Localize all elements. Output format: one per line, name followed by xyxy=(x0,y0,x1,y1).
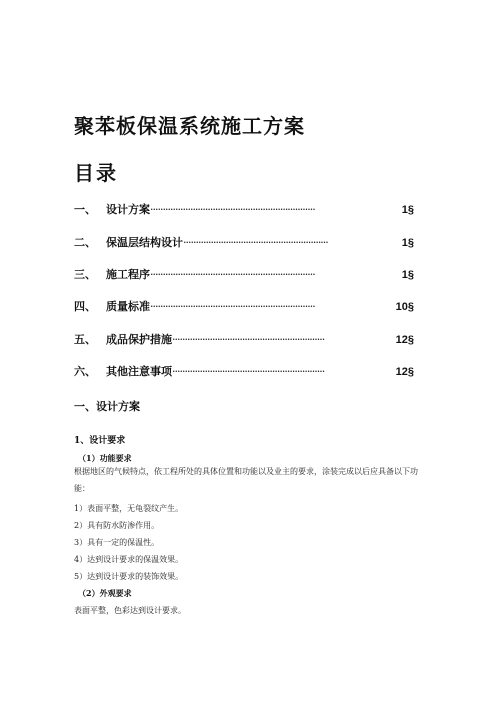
toc-leader-dots: ·························································· xyxy=(183,236,328,249)
toc-entry[interactable] xyxy=(74,298,414,314)
toc-entry-number: 四、 xyxy=(74,300,96,313)
toc-leader-dots: ····························································· xyxy=(172,333,325,346)
toc-entry-page: 12§ xyxy=(395,366,414,378)
toc-entry[interactable] xyxy=(74,234,414,250)
function-requirements-paragraph: 根据地区的气候特点，依工程所处的具体位置和功能以及业主的要求，涂装完成以后应具备以下功能： xyxy=(74,467,418,493)
toc-heading: 目录 xyxy=(74,161,118,185)
appearance-requirements-paragraph: 表面平整，色彩达到设计要求。 xyxy=(74,606,186,615)
toc-entry-number: 二、 xyxy=(74,236,96,249)
toc-entry[interactable] xyxy=(74,363,414,379)
function-requirements-heading: （1）功能要求 xyxy=(78,453,132,463)
toc-leader-dots: ·································································· xyxy=(150,203,315,216)
toc-entry-number: 三、 xyxy=(74,268,96,281)
toc-entry-label: 施工程序 xyxy=(106,268,150,281)
toc-leader-dots: ·································································· xyxy=(150,268,315,281)
list-item: 1）表面平整，无龟裂纹产生。 xyxy=(74,504,184,513)
appearance-requirements-heading: （2）外观要求 xyxy=(78,588,132,598)
toc-entry-label: 其他注意事项 xyxy=(106,365,172,378)
list-item: 5）达到设计要求的装饰效果。 xyxy=(74,572,184,581)
toc-entry-label: 保温层结构设计 xyxy=(106,236,183,249)
toc-entry-number: 五、 xyxy=(74,333,96,346)
toc-entry[interactable] xyxy=(74,266,414,282)
list-item: 3）具有一定的保温性。 xyxy=(74,538,160,547)
toc-leader-dots: ····························································· xyxy=(172,365,325,378)
toc-entry-number: 六、 xyxy=(74,365,96,378)
toc-entry-page: 10§ xyxy=(395,301,414,313)
toc-entry-label: 质量标准 xyxy=(106,300,150,313)
toc-entry-page: 1§ xyxy=(401,204,414,216)
toc-entry[interactable] xyxy=(74,201,414,217)
toc-entry-page: 1§ xyxy=(401,269,414,281)
toc-entry-number: 一、 xyxy=(74,203,96,216)
toc-entry[interactable] xyxy=(74,331,414,347)
toc-entry-label: 设计方案 xyxy=(106,203,150,216)
section-heading: 一、设计方案 xyxy=(74,400,140,413)
list-item: 2）具有防水防渗作用。 xyxy=(74,521,160,530)
toc-entry-page: 1§ xyxy=(401,237,414,249)
list-item: 4）达到设计要求的保温效果。 xyxy=(74,555,184,564)
toc-entry-label: 成品保护措施 xyxy=(106,333,172,346)
subsection-heading: 1、设计要求 xyxy=(74,436,126,446)
toc-entry-page: 12§ xyxy=(395,334,414,346)
toc-leader-dots: ·································································· xyxy=(150,300,315,313)
document-title: 聚苯板保温系统施工方案 xyxy=(74,114,305,138)
